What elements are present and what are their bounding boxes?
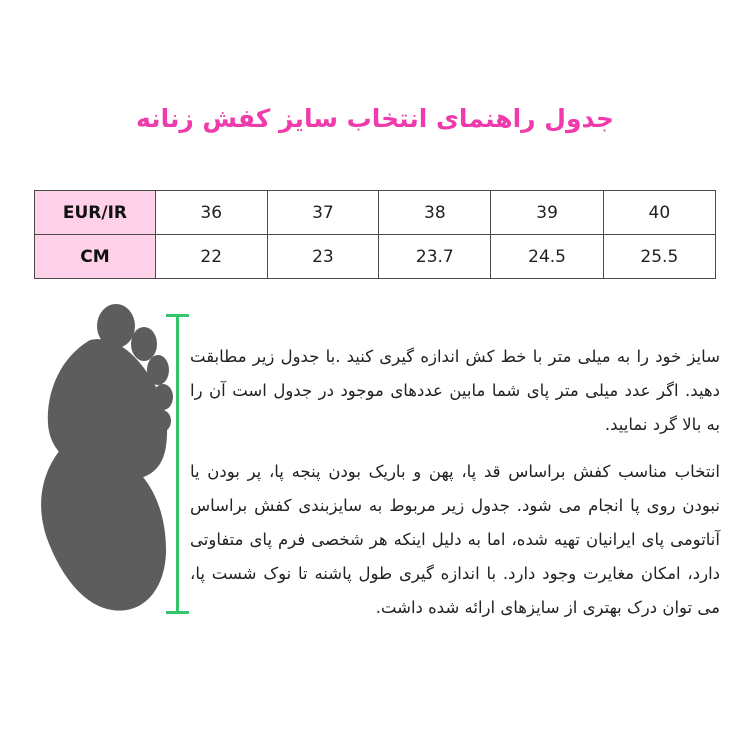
cell-eur-36: 36 xyxy=(155,191,267,235)
cell-eur-39: 39 xyxy=(491,191,603,235)
table-row xyxy=(35,235,716,279)
row-header-eur-ir: EUR/IR xyxy=(35,191,156,235)
foot-silhouette-icon xyxy=(20,300,180,630)
paragraph-measure-instructions: سایز خود را به میلی متر با خط کش اندازه گیری کنید .با جدول زیر مطابقت دهید. اگر عدد میلی متر پای شما مابین عددهای موجود در جدول است آن را به بالا گرد نمایید. xyxy=(190,347,720,434)
measure-cap-bottom-icon xyxy=(166,611,189,614)
foot-measurement-illustration xyxy=(20,300,190,630)
cell-cm-36: 22 xyxy=(155,235,267,279)
cell-cm-39: 24.5 xyxy=(491,235,603,279)
cell-cm-37: 23 xyxy=(267,235,379,279)
cell-cm-40: 25.5 xyxy=(603,235,715,279)
vertical-measure-line-icon xyxy=(176,314,179,614)
cell-eur-40: 40 xyxy=(603,191,715,235)
paragraph-fit-notes: انتخاب مناسب کفش براساس قد پا، پهن و باریک بودن پنجه پا، پر بودن یا نبودن روی پا انجام می شود. جدول زیر مربوط به سایزبندی کفش براساس آناتومی پای ایرانیان تهیه شده، اما به دلیل اینکه هر شخصی فرم پای متفاوتی دارد، امکان مغایرت وجود دارد. با اندازه گیری طول پاشنه تا نوک شست پا، می توان درک بهتری از سایزهای ارائه شده داشت. xyxy=(190,462,720,617)
cell-cm-38: 23.7 xyxy=(379,235,491,279)
table-row xyxy=(35,191,716,235)
cell-eur-37: 37 xyxy=(267,191,379,235)
cell-eur-38: 38 xyxy=(379,191,491,235)
shoe-size-table xyxy=(34,190,716,279)
row-header-cm: CM xyxy=(35,235,156,279)
page-title: جدول راهنمای انتخاب سایز کفش زنانه xyxy=(136,104,614,133)
instructions-text xyxy=(190,340,720,625)
